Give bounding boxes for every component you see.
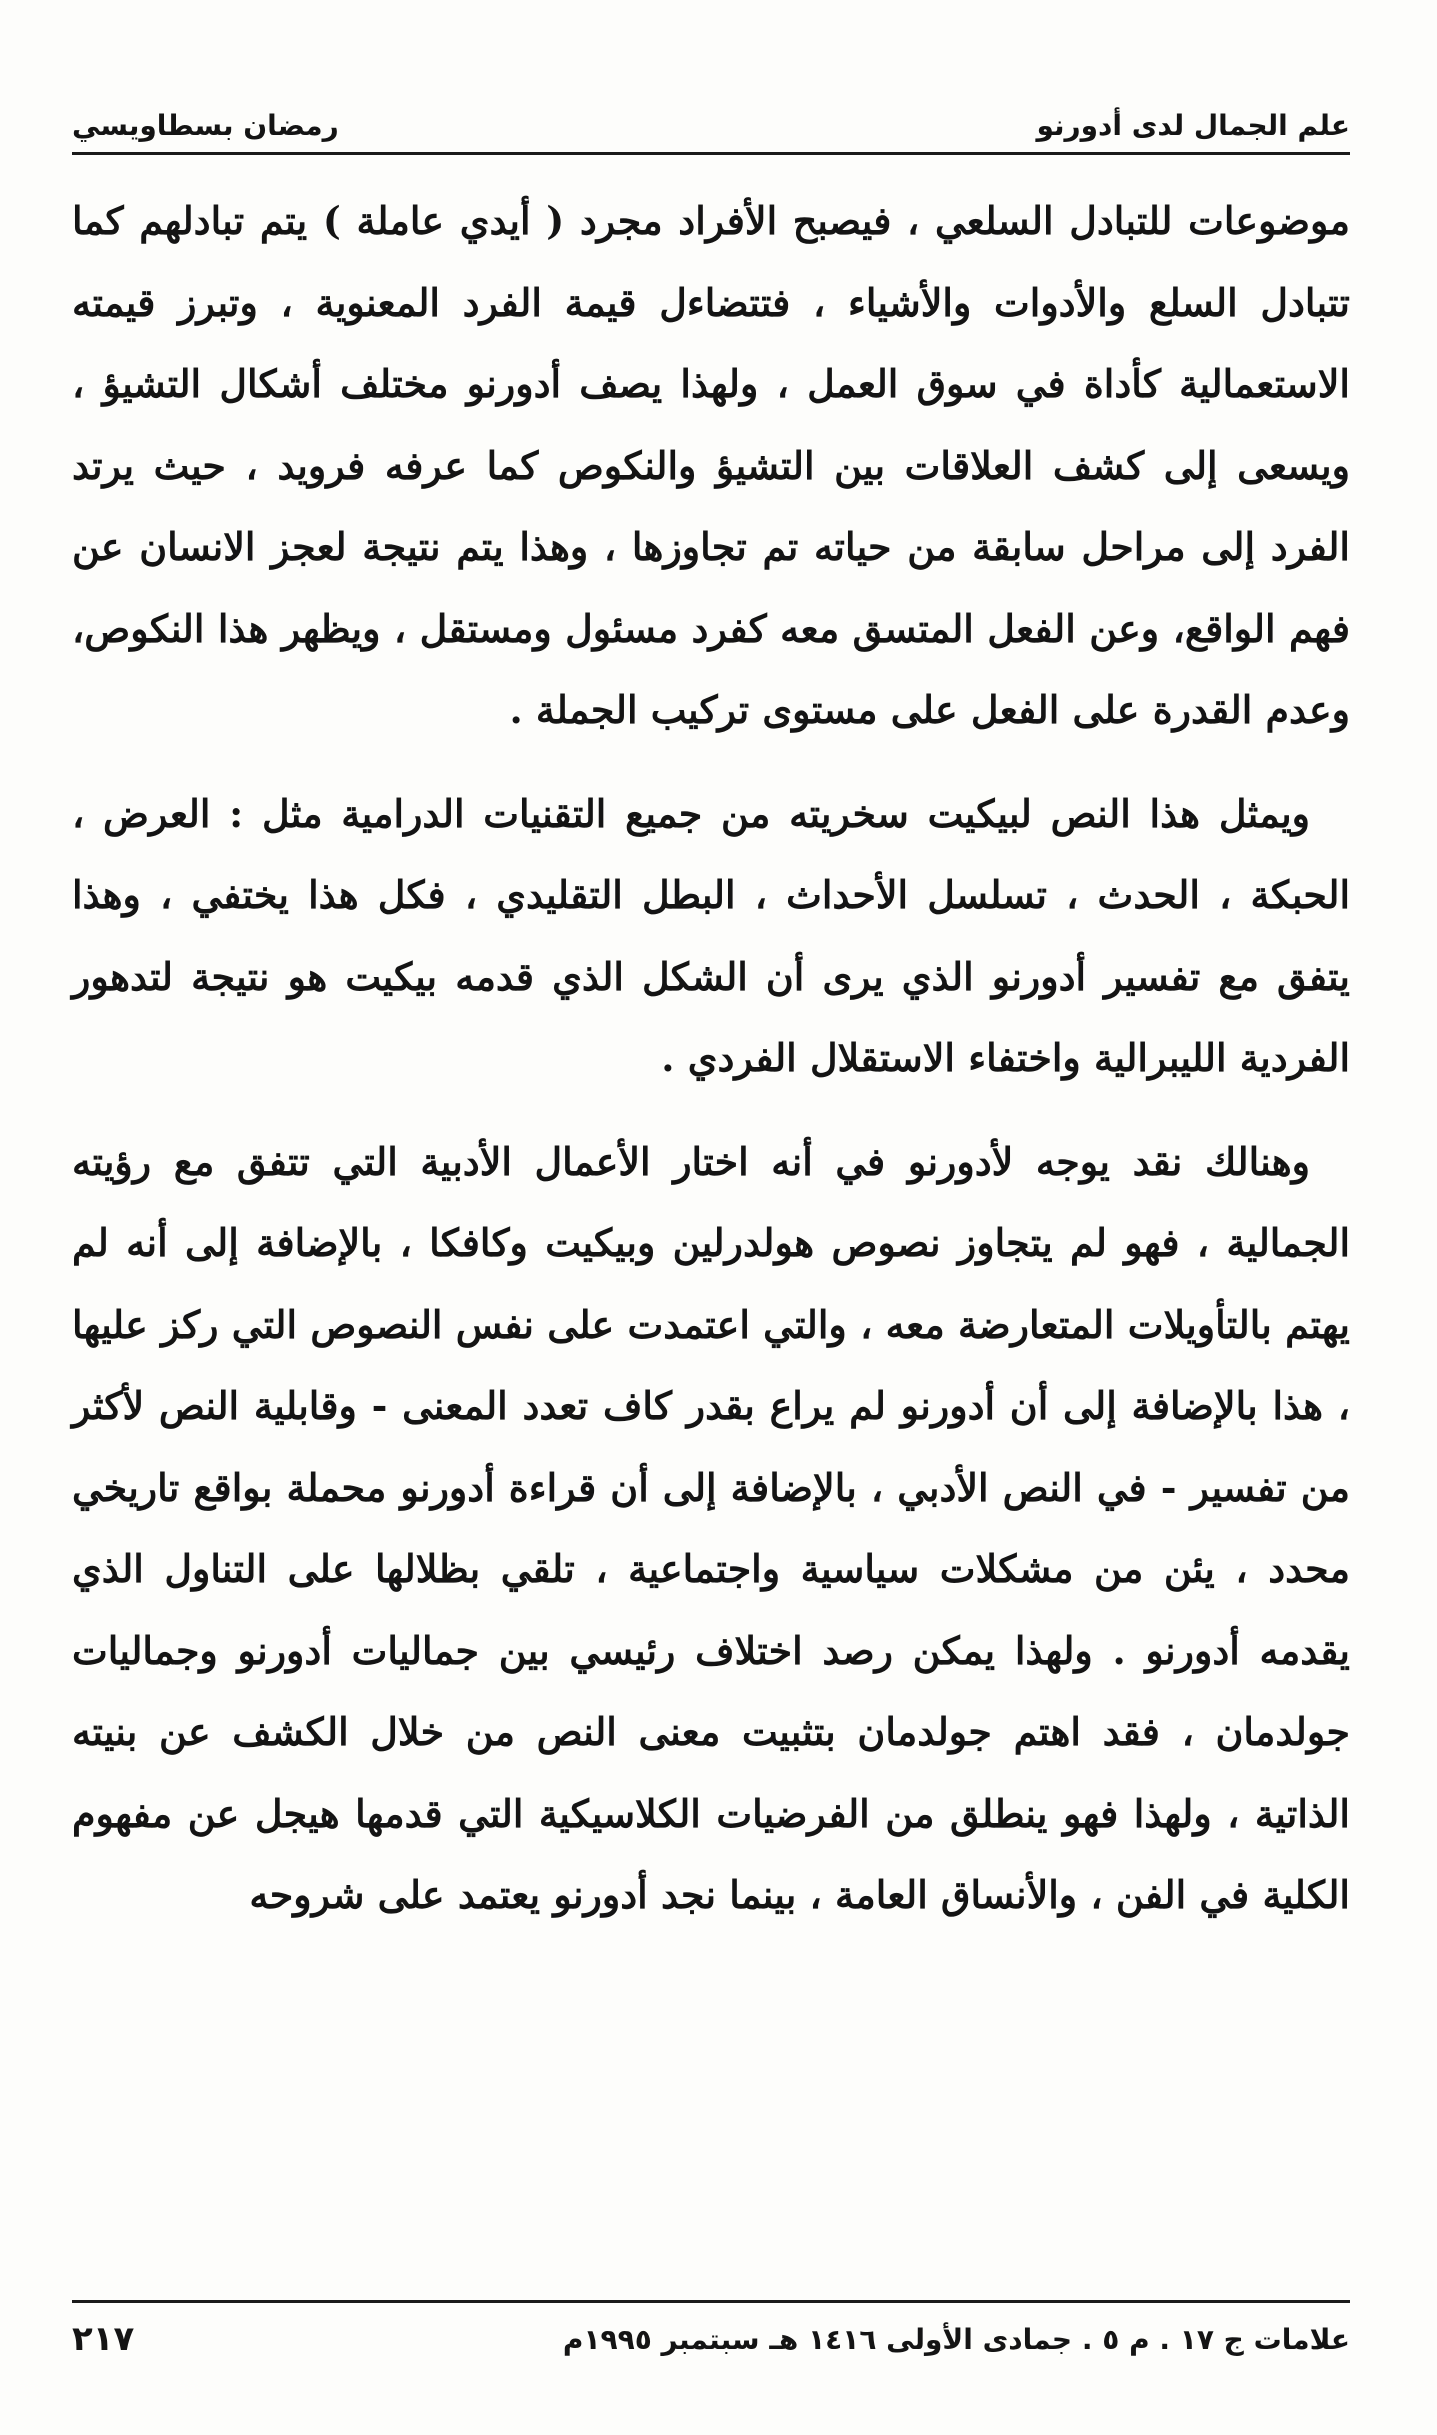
paragraph-3: وهنالك نقد يوجه لأدورنو في أنه اختار الأعمال الأدبية التي تتفق مع رؤيته الجمالية ، فهو لم يتجاوز نصوص هولدرلين وبيكيت وكافكا ، بالإضافة إلى أنه لم يهتم بالتأويلات المتعارضة معه ، والتي اعتمدت على نفس النصوص التي ركز عليها ، هذا بالإضافة إلى أن أدورنو لم يراع بقدر كاف تعدد المعنى - وقابلية النص لأكثر من تفسير - في النص الأدبي ، بالإضافة إلى أن قراءة أدورنو محملة بواقع تاريخي محدد ، يئن من مشكلات سياسية واجتماعية ، تلقي بظلالها على التناول الذي يقدمه أدورنو . ولهذا يمكن رصد اختلاف رئيسي بين جماليات أدورنو وجماليات جولدمان ، فقد اهتم جولدمان بتثبيت معنى النص من خلال الكشف عن بنيته الذاتية ، ولهذا فهو ينطلق من الفرضيات الكلاسيكية التي قدمها هيجل عن مفهوم الكلية في الفن ، والأنساق العامة ، بينما نجد أدورنو يعتمد على شروحه — [72, 1138, 1350, 1917]
journal-title: علم الجمال لدى أدورنو — [1036, 109, 1350, 142]
page-number: ٢١٧ — [72, 2319, 135, 2359]
body-text — [72, 180, 1350, 1936]
page-footer — [72, 2314, 1350, 2364]
journal-issue-info: علامات ج ١٧ . م ٥ . جمادى الأولى ١٤١٦ هـ سبتمبر ١٩٩٥م — [562, 2322, 1350, 2356]
header-divider — [72, 152, 1350, 155]
footer-divider — [72, 2300, 1350, 2303]
running-header — [72, 96, 1350, 146]
paragraph-1: موضوعات للتبادل السلعي ، فيصبح الأفراد مجرد ( أيدي عاملة ) يتم تبادلهم كما تتبادل السلع والأدوات والأشياء ، فتتضاءل قيمة الفرد المعنوية ، وتبرز قيمته الاستعمالية كأداة في سوق العمل ، ولهذا يصف أدورنو مختلف أشكال التشيؤ ، ويسعى إلى كشف العلاقات بين التشيؤ والنكوص كما عرفه فرويد ، حيث يرتد الفرد إلى مراحل سابقة من حياته تم تجاوزها ، وهذا يتم نتيجة لعجز الانسان عن فهم الواقع، وعن الفعل المتسق معه كفرد مسئول ومستقل ، ويظهر هذا النكوص، وعدم القدرة على الفعل على مستوى تركيب الجملة . — [72, 198, 1350, 732]
paragraph-2: ويمثل هذا النص لبيكيت سخريته من جميع التقنيات الدرامية مثل : العرض ، الحبكة ، الحدث ، تسلسل الأحداث ، البطل التقليدي ، فكل هذا يختفي ، وهذا يتفق مع تفسير أدورنو الذي يرى أن الشكل الذي قدمه بيكيت هو نتيجة لتدهور الفردية الليبرالية واختفاء الاستقلال الفردي . — [72, 790, 1350, 1080]
author-name: رمضان بسطاويسي — [72, 109, 339, 142]
